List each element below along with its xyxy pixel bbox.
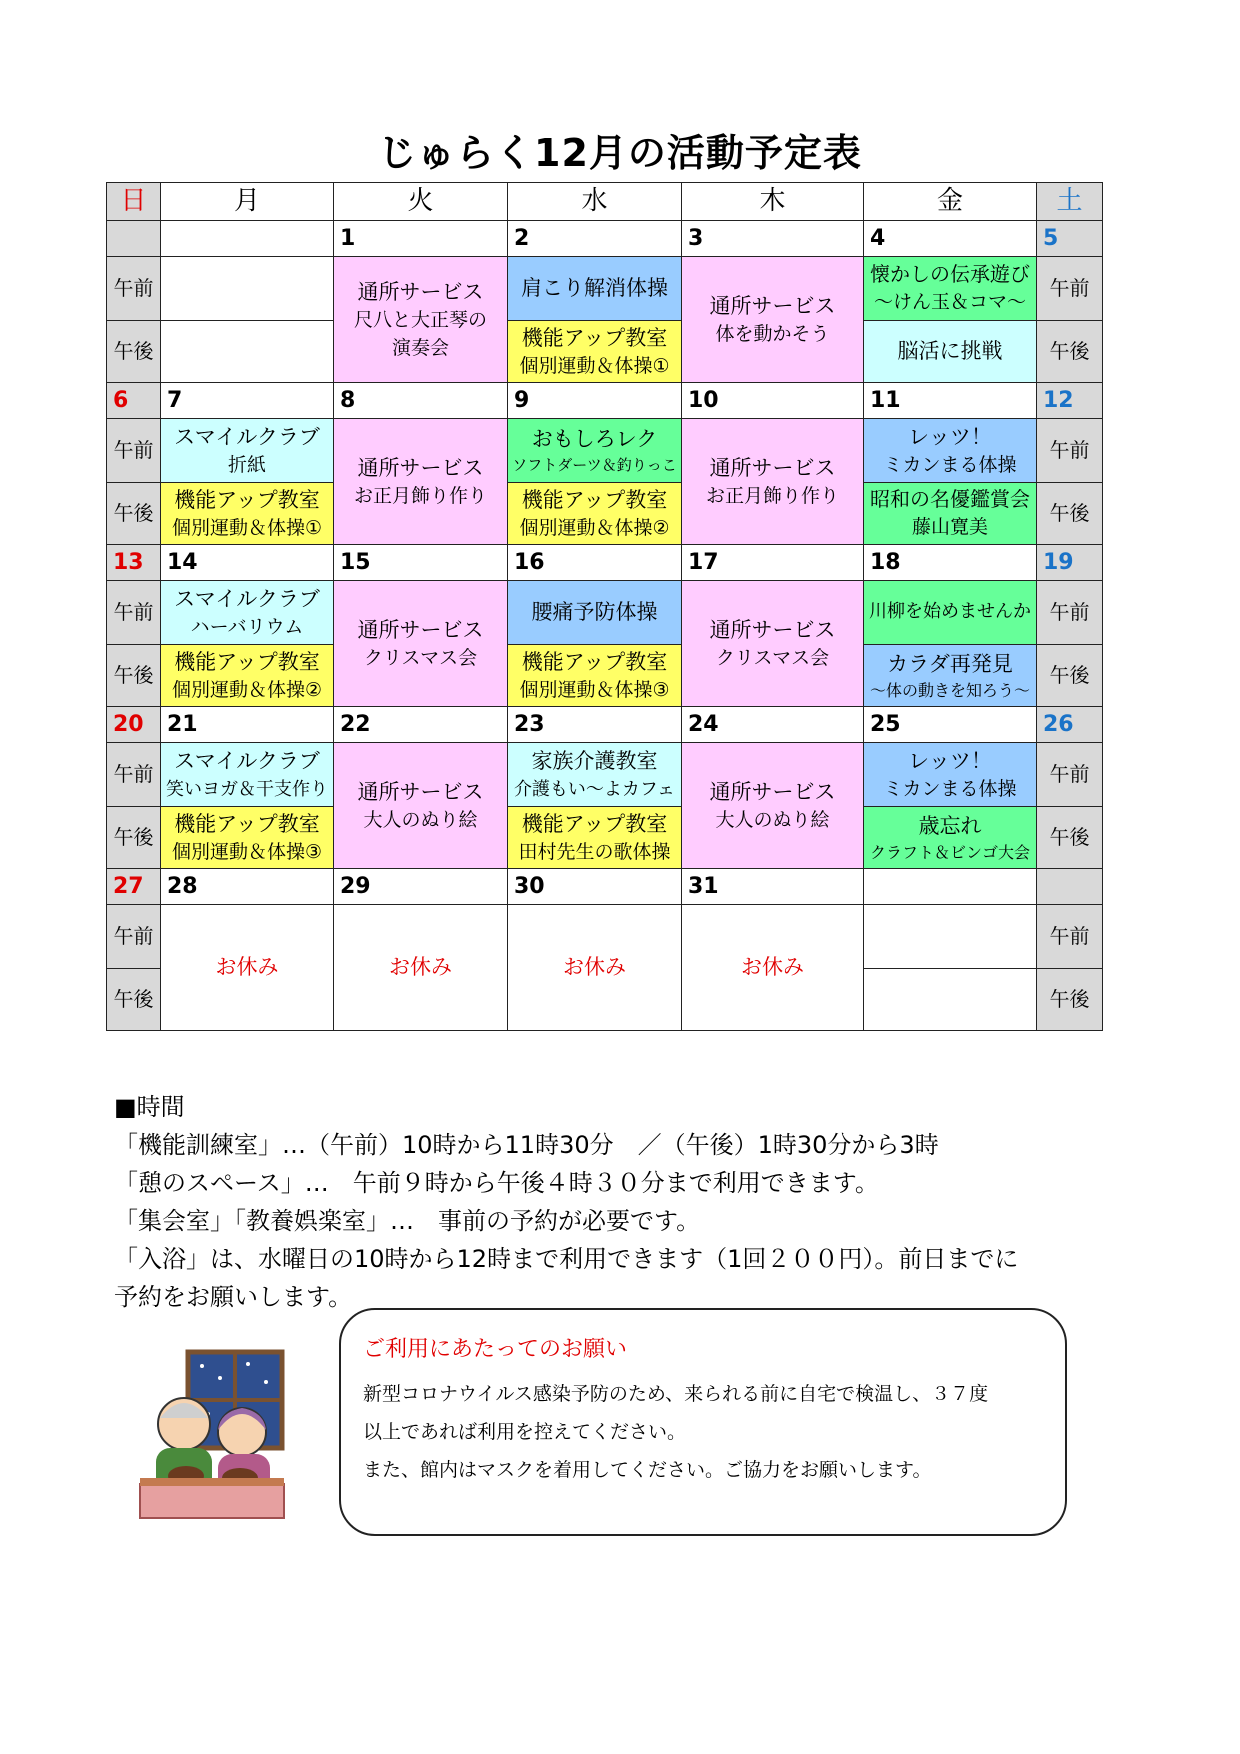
event-text: 個別運動＆体操③	[171, 840, 323, 863]
weekday-header: 水	[507, 182, 682, 221]
event-text: 通所サービス	[709, 779, 836, 804]
event-text: クリスマス会	[715, 646, 830, 669]
am-label: 午前	[1036, 256, 1103, 321]
event-text: 藤山寛美	[911, 516, 988, 539]
event-text: カラダ再発見	[887, 651, 1013, 676]
notice-line: また、館内はマスクを着用してください。ご協力をお願いします。	[363, 1459, 932, 1481]
event-cell	[333, 256, 508, 383]
event-text: 通所サービス	[709, 455, 836, 480]
date-number: 16	[507, 544, 682, 581]
am-label: 午前	[1036, 742, 1103, 807]
event-cell-pm	[863, 644, 1037, 707]
date-number: 23	[507, 706, 682, 743]
date-number: 4	[863, 220, 1037, 257]
pm-label: 午後	[106, 968, 161, 1031]
event-cell-pm	[507, 644, 682, 707]
event-text: 介護もい～よカフェ	[513, 778, 676, 800]
pm-label: 午後	[1036, 968, 1103, 1031]
date-number: 28	[160, 868, 334, 905]
event-cell-pm	[160, 806, 334, 869]
event-cell	[681, 256, 864, 383]
event-cell-am	[863, 256, 1037, 321]
closed-day: お休み	[333, 904, 508, 1031]
event-text: レッツ！	[908, 748, 992, 773]
hours-line: 予約をお願いします。	[114, 1283, 353, 1311]
event-text: 個別運動＆体操②	[171, 678, 323, 701]
date-number: 22	[333, 706, 508, 743]
am-label: 午前	[106, 580, 161, 645]
event-cell	[333, 742, 508, 869]
event-cell-am	[507, 418, 682, 483]
date-number: 18	[863, 544, 1037, 581]
event-text: 通所サービス	[357, 617, 484, 642]
event-text: 機能アップ教室	[521, 811, 668, 836]
event-text: 折紙	[227, 453, 266, 476]
event-text: 通所サービス	[709, 617, 836, 642]
event-cell	[333, 580, 508, 707]
am-label: 午前	[106, 418, 161, 483]
date-number: 27	[106, 868, 161, 905]
am-label: 午前	[1036, 904, 1103, 969]
event-cell-am	[863, 580, 1037, 645]
date-number: 20	[106, 706, 161, 743]
event-text: 通所サービス	[709, 293, 836, 318]
date-number: 10	[681, 382, 864, 419]
date-number: 31	[681, 868, 864, 905]
closed-day: お休み	[681, 904, 864, 1031]
notice-line: 以上であれば利用を控えてください。	[363, 1421, 687, 1443]
event-text: スマイルクラブ	[174, 586, 320, 611]
event-cell-pm	[863, 482, 1037, 545]
event-cell-pm	[160, 482, 334, 545]
weekday-header: 木	[681, 182, 864, 221]
event-cell	[681, 418, 864, 545]
date-number: 17	[681, 544, 864, 581]
event-text: 家族介護教室	[531, 749, 658, 774]
event-text: ～体の動きを知ろう～	[869, 681, 1030, 701]
date-number: 5	[1036, 220, 1103, 257]
event-text: 昭和の名優鑑賞会	[870, 487, 1030, 512]
event-text: 脳活に挑戦	[897, 339, 1003, 364]
event-cell-pm	[507, 806, 682, 869]
event-text: 演奏会	[391, 336, 449, 359]
hours-heading: ■時間	[114, 1093, 185, 1121]
date-number: 15	[333, 544, 508, 581]
date-number: 19	[1036, 544, 1103, 581]
weekday-header: 金	[863, 182, 1037, 221]
event-text: 笑いヨガ＆干支作り	[166, 778, 328, 800]
weekday-header: 月	[160, 182, 334, 221]
event-text: スマイルクラブ	[174, 749, 320, 774]
date-number: 24	[681, 706, 864, 743]
event-text: 田村先生の歌体操	[518, 840, 671, 863]
closed-day: お休み	[160, 904, 334, 1031]
event-text: おもしろレク	[531, 427, 658, 452]
pm-label: 午後	[106, 482, 161, 545]
event-text: レッツ！	[908, 424, 992, 449]
event-text: 大人のぬり絵	[715, 808, 830, 831]
event-cell-am	[160, 418, 334, 483]
empty-cell	[863, 904, 1037, 969]
event-text: お正月飾り作り	[705, 484, 839, 507]
date-number	[863, 868, 1037, 905]
weekday-header: 土	[1036, 182, 1103, 221]
event-text: 機能アップ教室	[521, 649, 668, 674]
pm-label: 午後	[1036, 644, 1103, 707]
event-text: 肩こり解消体操	[521, 276, 668, 301]
weekday-header: 日	[106, 182, 161, 221]
event-text: 機能アップ教室	[174, 811, 320, 836]
pm-label: 午後	[106, 806, 161, 869]
event-text: ソフトダーツ＆釣りっこ	[512, 455, 677, 474]
hours-line: 「入浴」は、水曜日の10時から12時まで利用できます（1回２００円）。前日までに	[114, 1245, 1019, 1273]
event-text: クリスマス会	[363, 646, 478, 669]
am-label: 午前	[106, 256, 161, 321]
event-text: 通所サービス	[357, 455, 484, 480]
date-number: 21	[160, 706, 334, 743]
date-number: 14	[160, 544, 334, 581]
notice-title: ご利用にあたってのお願い	[363, 1337, 628, 1362]
event-text: 個別運動＆体操②	[519, 516, 670, 539]
pm-label: 午後	[1036, 320, 1103, 383]
date-number: 25	[863, 706, 1037, 743]
event-cell-am	[160, 742, 334, 807]
date-number: 13	[106, 544, 161, 581]
event-text: 歳忘れ	[918, 813, 982, 838]
date-number	[160, 220, 334, 257]
event-text: クラフト＆ビンゴ大会	[869, 843, 1030, 863]
date-number: 11	[863, 382, 1037, 419]
event-text: 機能アップ教室	[521, 487, 668, 512]
date-number	[1036, 868, 1103, 905]
date-number: 6	[106, 382, 161, 419]
date-number: 26	[1036, 706, 1103, 743]
event-text: ハーバリウム	[190, 615, 304, 638]
event-cell	[681, 742, 864, 869]
event-text: ミカンまる体操	[883, 777, 1017, 800]
event-text: 体を動かそう	[715, 322, 830, 345]
event-text: 機能アップ教室	[174, 487, 320, 512]
date-number: 29	[333, 868, 508, 905]
event-text: 個別運動＆体操①	[171, 516, 323, 539]
hours-line: 「憩のスペース」… 午前９時から午後４時３０分まで利用できます。	[114, 1169, 879, 1197]
event-text: ～けん玉＆コマ～	[873, 291, 1026, 314]
event-text: 腰痛予防体操	[531, 600, 658, 625]
event-text: 機能アップ教室	[521, 325, 668, 350]
hours-section	[114, 1088, 1074, 1316]
am-label: 午前	[106, 742, 161, 807]
event-text: 通所サービス	[357, 779, 484, 804]
empty-cell	[863, 968, 1037, 1031]
am-label: 午前	[1036, 580, 1103, 645]
notice-box	[339, 1308, 1067, 1536]
event-text: 尺八と大正琴の	[353, 309, 487, 332]
event-cell-pm	[863, 320, 1037, 383]
event-text: お正月飾り作り	[353, 484, 487, 507]
date-number: 1	[333, 220, 508, 257]
event-cell-am	[863, 742, 1037, 807]
event-cell	[681, 580, 864, 707]
event-cell-am	[507, 256, 682, 321]
event-text: ミカンまる体操	[883, 453, 1017, 476]
empty-cell	[160, 256, 334, 321]
event-cell	[333, 418, 508, 545]
weekday-header: 火	[333, 182, 508, 221]
date-number: 8	[333, 382, 508, 419]
event-cell-am	[160, 580, 334, 645]
hours-line: 「集会室」「教養娯楽室」… 事前の予約が必要です。	[114, 1207, 701, 1235]
elderly-couple-kotatsu-icon	[136, 1348, 288, 1526]
event-cell-pm	[160, 644, 334, 707]
event-cell-pm	[507, 482, 682, 545]
date-number: 30	[507, 868, 682, 905]
pm-label: 午後	[106, 320, 161, 383]
event-cell-am	[507, 580, 682, 645]
notice-line: 新型コロナウイルス感染予防のため、来られる前に自宅で検温し、３７度	[363, 1383, 989, 1405]
event-cell-am	[863, 418, 1037, 483]
date-number: 7	[160, 382, 334, 419]
am-label: 午前	[1036, 418, 1103, 483]
event-text: 懐かしの伝承遊び	[870, 262, 1030, 287]
event-cell-pm	[507, 320, 682, 383]
event-text: 個別運動＆体操③	[519, 678, 670, 701]
pm-label: 午後	[106, 644, 161, 707]
empty-cell	[160, 320, 334, 383]
page-title: じゅらく12月の活動予定表	[378, 131, 862, 175]
am-label: 午前	[106, 904, 161, 969]
pm-label: 午後	[1036, 482, 1103, 545]
date-number: 12	[1036, 382, 1103, 419]
date-number: 9	[507, 382, 682, 419]
date-number: 3	[681, 220, 864, 257]
hours-line: 「機能訓練室」…（午前）10時から11時30分 ／（午後）1時30分から3時	[114, 1131, 939, 1159]
event-text: 個別運動＆体操①	[519, 354, 670, 377]
event-text: 大人のぬり絵	[363, 808, 478, 831]
pm-label: 午後	[1036, 806, 1103, 869]
event-cell-am	[507, 742, 682, 807]
event-cell-pm	[863, 806, 1037, 869]
calendar-table	[106, 182, 1102, 1050]
event-text: スマイルクラブ	[174, 424, 320, 449]
date-number: 2	[507, 220, 682, 257]
event-text: 通所サービス	[357, 279, 484, 304]
event-text: 機能アップ教室	[174, 649, 320, 674]
event-text: 川柳を始めませんか	[869, 601, 1031, 623]
date-number	[106, 220, 161, 257]
closed-day: お休み	[507, 904, 682, 1031]
